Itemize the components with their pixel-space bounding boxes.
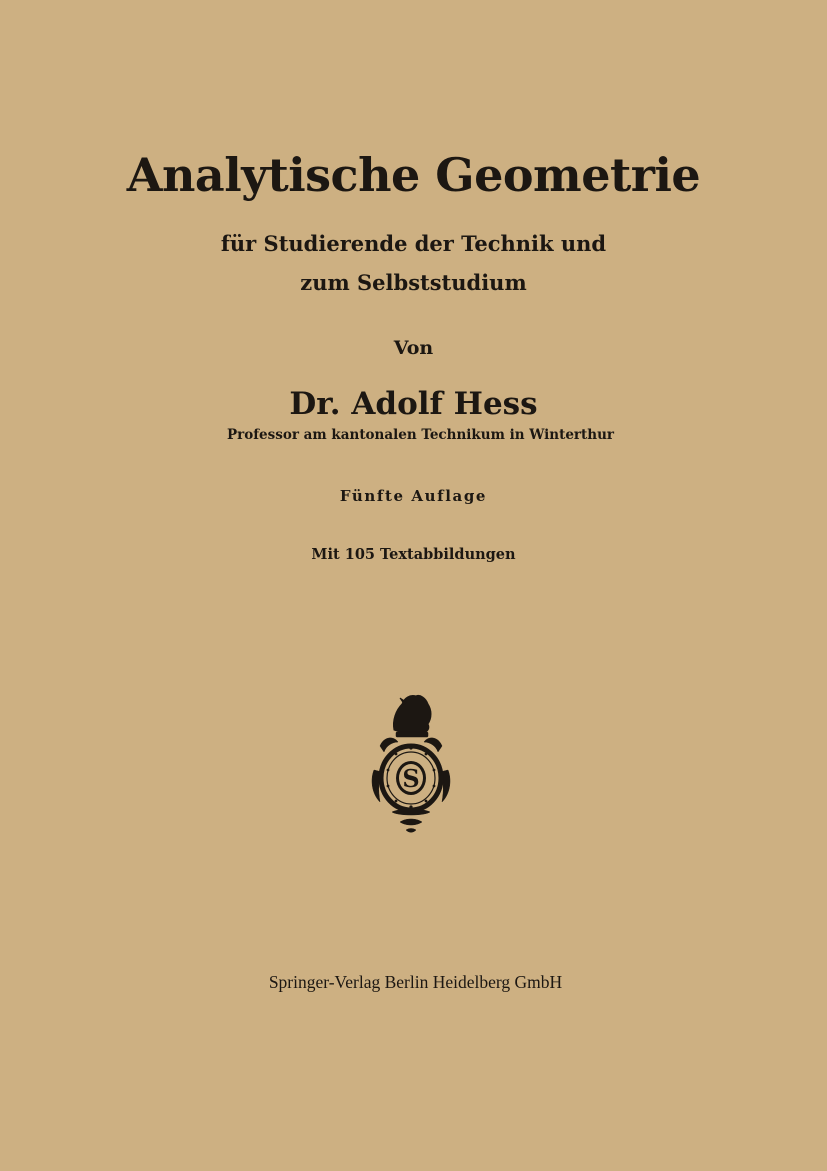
publisher-logo-graphic (366, 690, 456, 838)
figures-note: Mit 105 Textabbildungen (311, 546, 516, 563)
book-subtitle-line-1: für Studierende der Technik und (220, 231, 607, 256)
by-label: Von (393, 337, 434, 359)
book-subtitle-line-2: zum Selbststudium (300, 270, 527, 295)
publisher-name: Springer-Verlag Berlin Heidelberg GmbH (268, 972, 563, 992)
author-name: Dr. Adolf Hess (289, 386, 538, 422)
book-title: Analytische Geometrie (126, 148, 701, 202)
logo-monogram: S (402, 764, 420, 793)
author-affiliation: Professor am kantonalen Technikum in Winterthur (226, 427, 614, 443)
edition-label: Fünfte Auflage (339, 487, 488, 505)
springer-chess-knight-emblem-icon (366, 690, 456, 838)
